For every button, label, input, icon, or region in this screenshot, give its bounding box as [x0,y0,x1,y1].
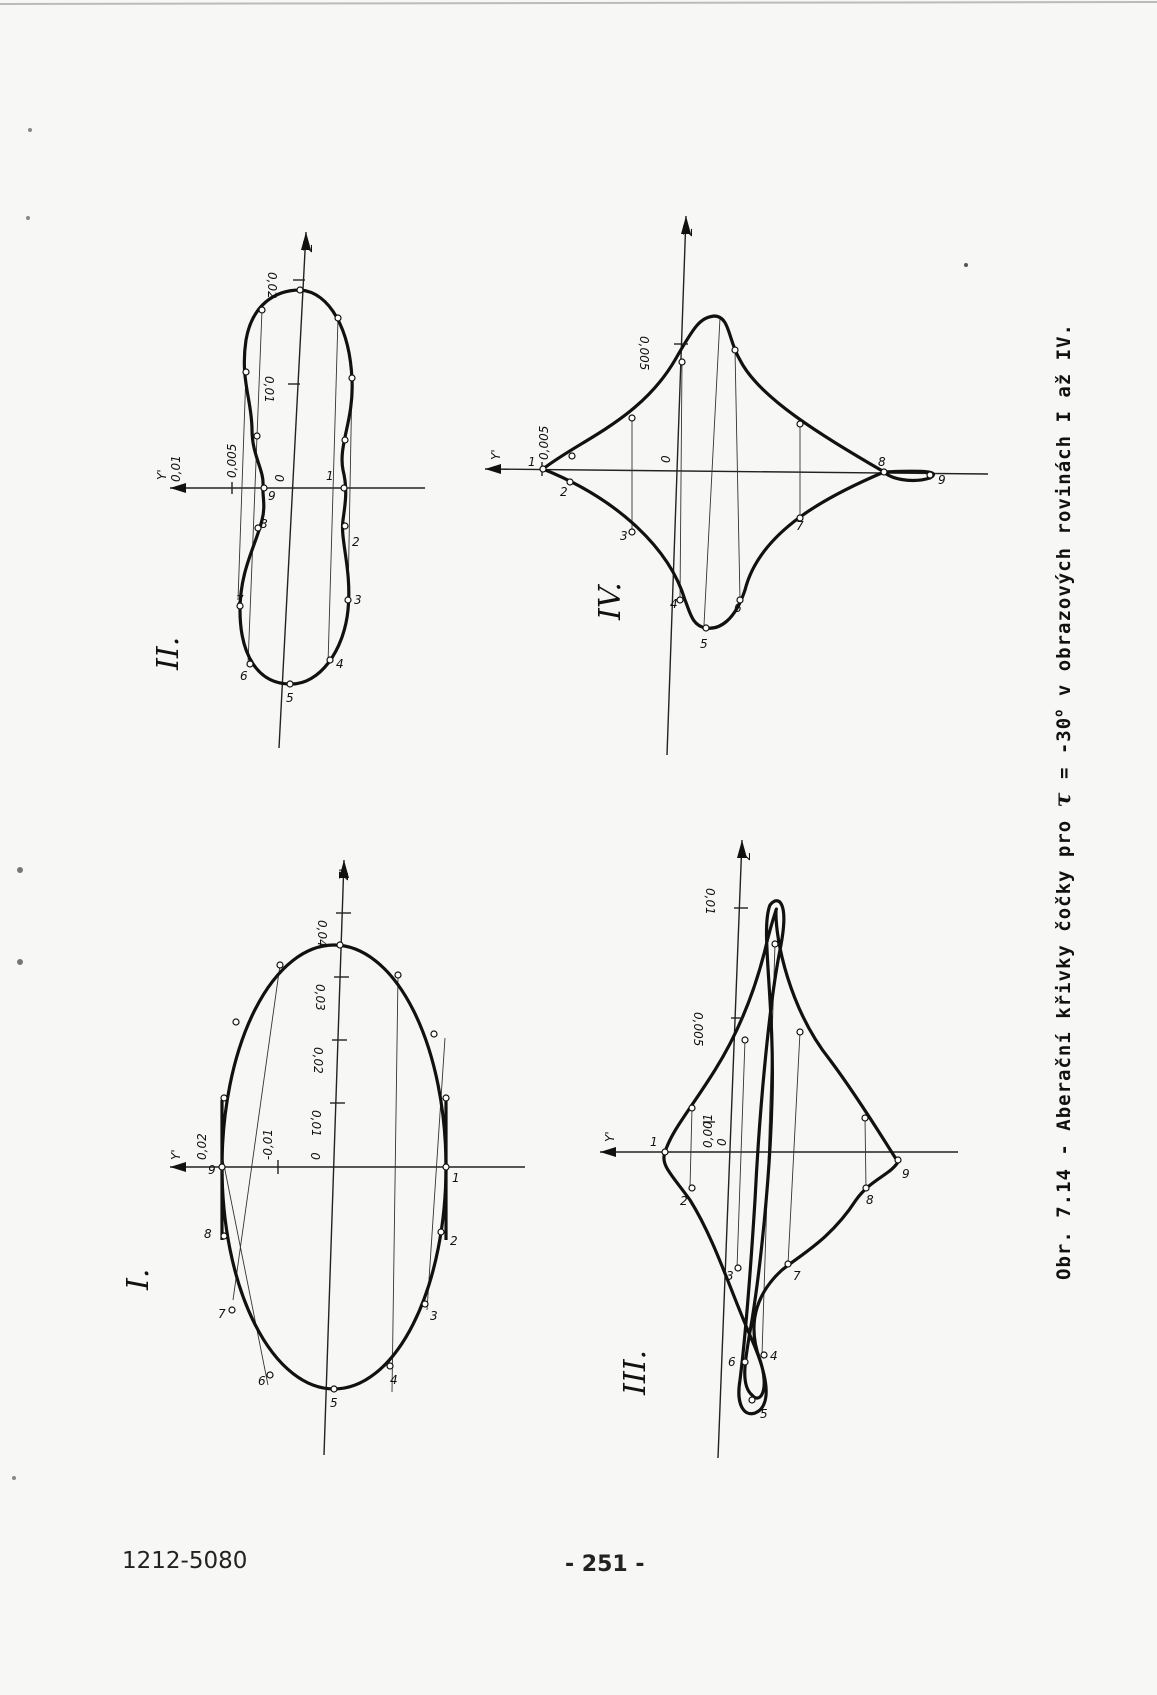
caption-symbol: τ [1050,791,1076,808]
panel-II-pt-3: 3 [354,593,362,607]
caption-suffix: v obrazových rovinách I až IV. [1053,323,1075,709]
panel-I-pt-4: 4 [390,1373,398,1387]
panel-IV-origin-label: 0 [659,455,673,463]
panel-II-pt-7: 7 [236,593,244,607]
panel-II-pt-8: 8 [260,517,268,531]
panel-I-ztick-3: 0,04 [315,920,329,947]
panel-I-axis-y-label: Y' [169,1149,183,1160]
panel-III-ztick-0: 0,005 [691,1012,705,1047]
panel-II-ytick-1: 0,005 [225,443,239,478]
panel-I-pt-7: 7 [218,1307,226,1321]
panel-IV-axis-z-label: Z' [681,224,695,236]
panel-II-axis-z-label: Z' [301,240,315,252]
panel-III-aberration-curve [664,901,898,1414]
panel-IV-pt-1: 1 [528,455,536,469]
panel-I-origin-label: 0 [309,1152,323,1160]
panel-I-pt-5: 5 [330,1396,338,1410]
panel-II-axis-y-label: Y' [155,469,169,480]
panel-I-pt-1: 1 [452,1171,460,1185]
panel-I-axis-z-label: Z' [337,868,351,880]
panel-II-pt-4: 4 [336,657,344,671]
panel-I-ztick-0: 0,01 [309,1110,323,1137]
panel-IV-roman: IV. [593,582,628,620]
panel-II-z-axis [279,232,306,748]
panel-I-ytick-1: -0,01 [261,1128,275,1160]
page-number: - 251 - [565,1552,645,1577]
panel-IV-pt-9: 9 [938,473,946,487]
panel-III-pt-8: 8 [866,1193,874,1207]
panel-I-ytick-0: 0,02 [195,1133,209,1160]
panel-IV-z-axis [667,216,686,755]
panel-I-pt-8: 8 [204,1227,212,1241]
panel-III-pt-6: 6 [728,1355,736,1369]
panel-III-ztick-1: 0,01 [703,888,717,915]
caption-middle: = -30 [1053,716,1075,792]
panel-II-ztick-1: 0,02 [265,272,279,299]
panel-II-roman: II. [151,636,186,670]
panel-II-aberration-curve [240,290,352,684]
figure-caption [1050,323,1076,1280]
panel-I-roman: I. [121,1268,156,1290]
panel-IV-pt-8: 8 [878,455,886,469]
panel-II-ytick-0: 0,01 [169,455,183,482]
panel-III-origin-label: 0 [715,1138,729,1146]
panel-IV-ytick-0: 0,005 [537,425,551,460]
panel-II-ztick-0: 0,01 [262,376,276,403]
panel-II [151,232,425,748]
panel-IV-pt-4: 4 [670,597,678,611]
panel-IV-pt-7: 7 [796,519,804,533]
panel-II-pt-1: 1 [326,469,334,483]
panel-II-origin-label: 0 [273,474,287,482]
panel-II-pt-2: 2 [352,535,360,549]
panel-IV-pt-5: 5 [700,637,708,651]
panel-III-pt-7: 7 [793,1269,801,1283]
panel-III-ytick-0: 0,001 [701,1113,715,1148]
panel-II-pt-9: 9 [268,489,276,503]
panel-III-pt-9: 9 [902,1167,910,1181]
panel-III-points [662,941,901,1403]
panel-III-axis-z-label: Z' [739,848,753,860]
panel-III-pt-3: 3 [726,1269,734,1283]
panel-III-pt-1: 1 [650,1135,658,1149]
document-code: 1212-5080 [122,1548,248,1574]
caption-prefix: Obr. 7.14 - Aberační křivky čočky pro [1053,807,1075,1280]
panel-III-pt-5: 5 [760,1407,768,1421]
panel-IV-pt-3: 3 [620,529,628,543]
panel-III-axis-y-label: Y' [603,1131,617,1142]
panel-I-ztick-2: 0,03 [313,984,327,1011]
panel-I-pt-9: 9 [208,1163,216,1177]
panel-III-pt-4: 4 [770,1349,778,1363]
panel-II-pt-6: 6 [240,669,248,683]
panel-IV [485,216,988,755]
panel-I-pt-2: 2 [450,1234,458,1248]
panel-III [600,840,958,1458]
panel-I [121,860,525,1455]
panel-I-pt-6: 6 [258,1374,266,1388]
panel-III-chords [690,944,866,1355]
panel-I-pt-3: 3 [430,1309,438,1323]
panel-IV-ztick-0: 0,005 [637,336,651,371]
panel-I-ztick-1: 0,02 [311,1047,325,1074]
panel-II-pt-5: 5 [286,691,294,705]
panel-II-chords [238,310,352,664]
panel-IV-pt-6: 6 [734,601,742,615]
panel-I-z-axis [324,860,344,1455]
panel-III-roman: III. [618,1349,653,1395]
panel-III-pt-2: 2 [680,1194,688,1208]
panel-IV-axis-y-label: Y' [489,449,503,460]
panel-IV-pt-2: 2 [560,485,568,499]
caption-degree: o [1051,708,1066,717]
